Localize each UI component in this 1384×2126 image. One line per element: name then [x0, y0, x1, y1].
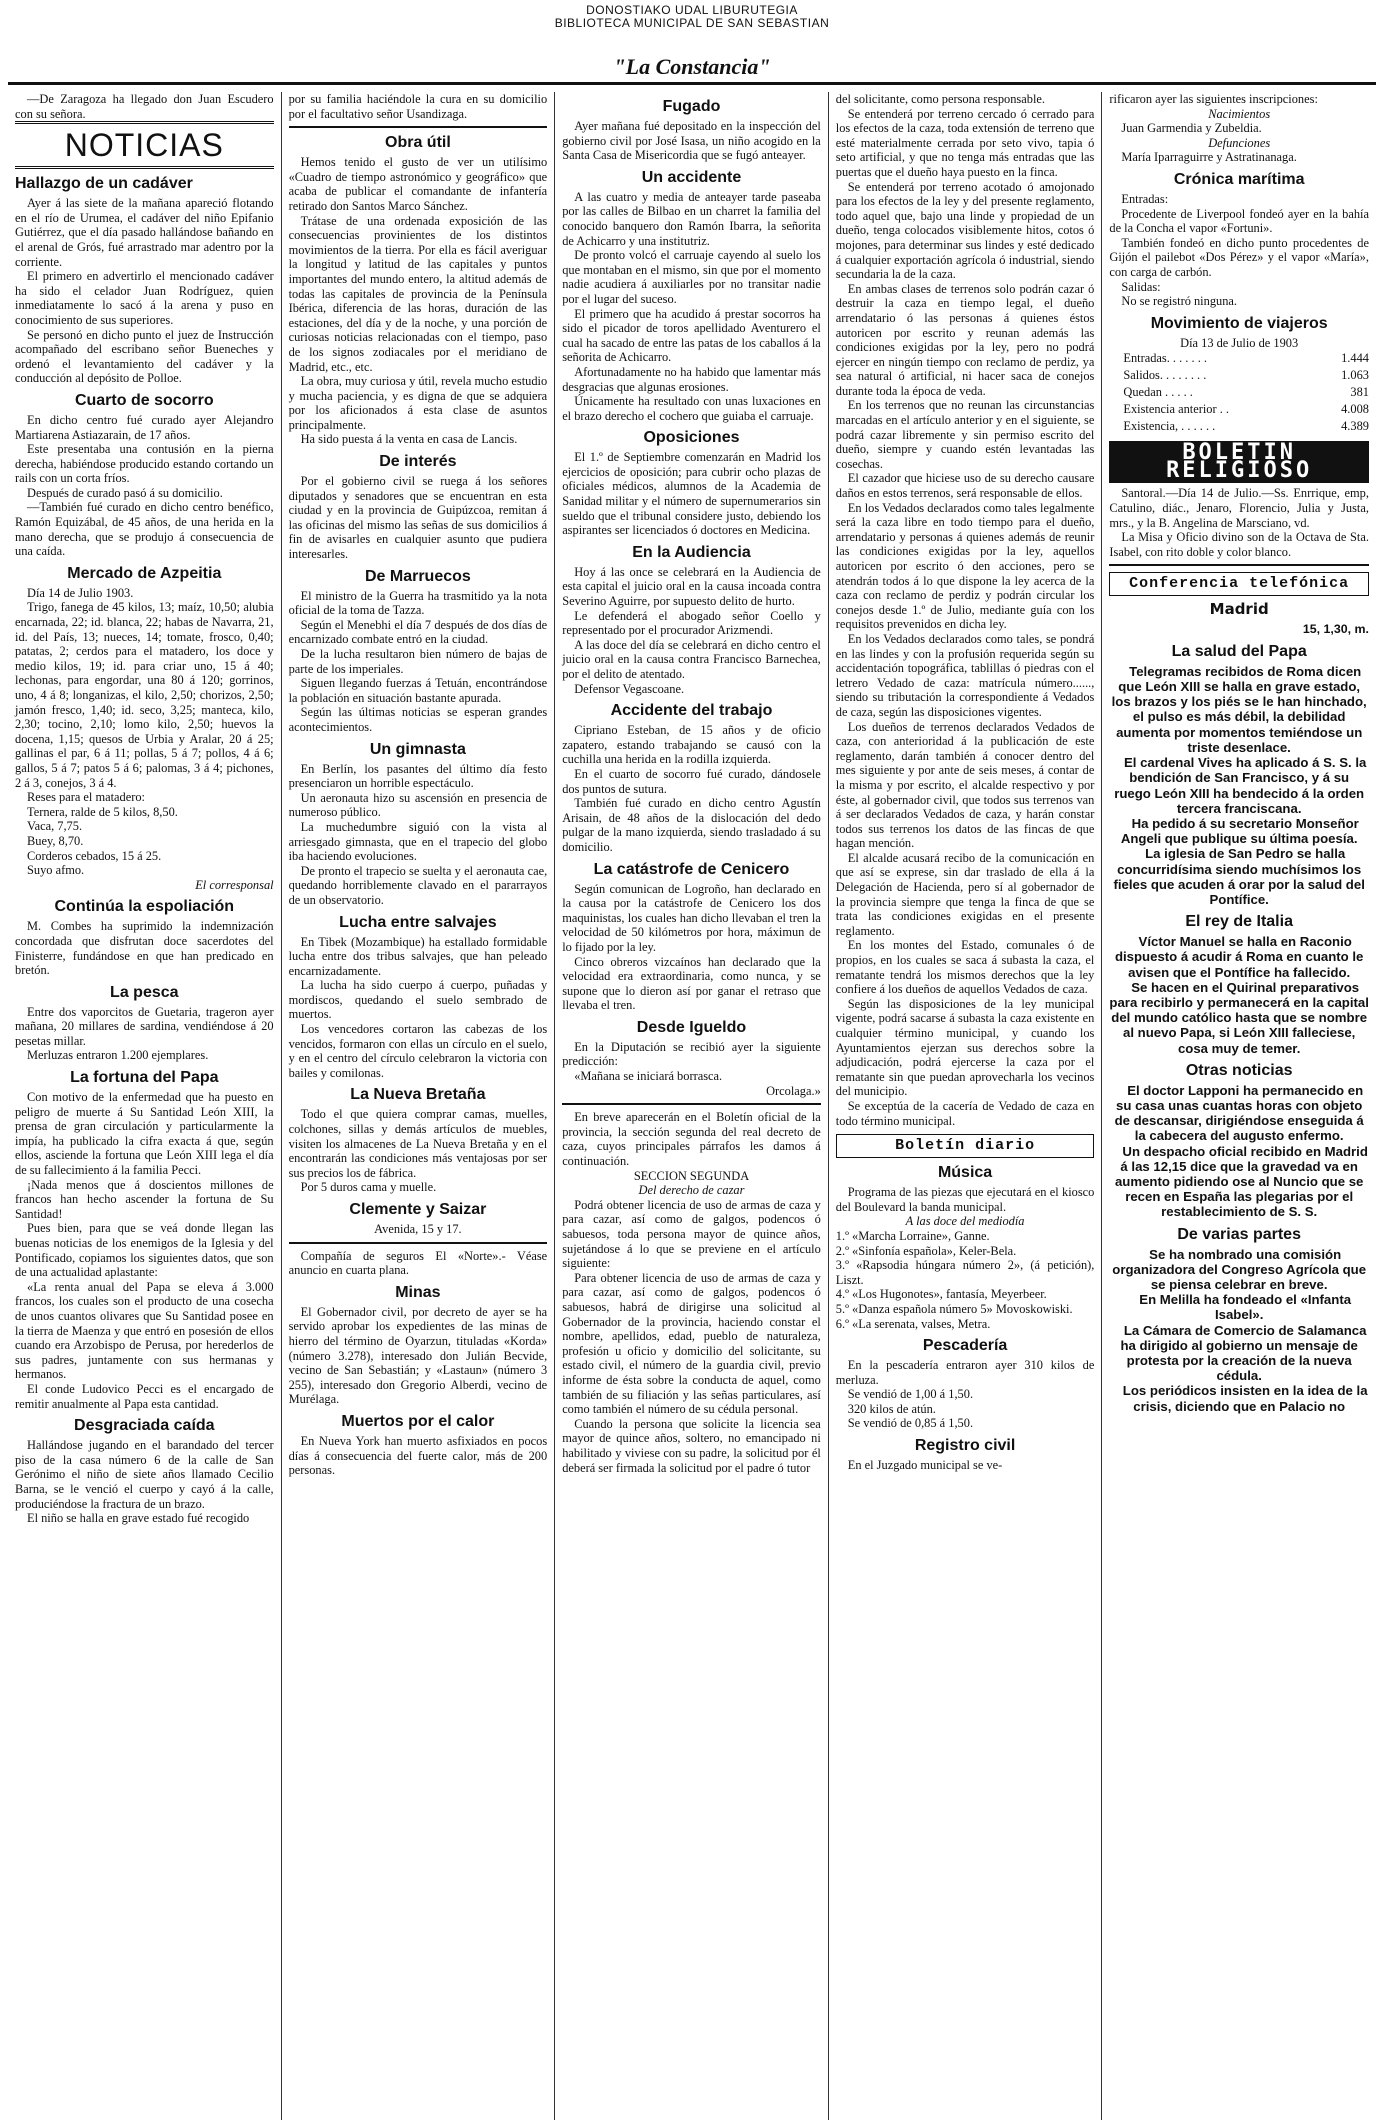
newspaper-title: "La Constancia" — [613, 54, 771, 79]
article-text: rificaron ayer las siguientes inscripciones: — [1109, 92, 1318, 106]
article-text: El ministro de la Guerra ha trasmitido ya la nota oficial de la toma de Tazza. — [288, 588, 548, 618]
article-text: Se vendió de 0,85 á 1,50. — [847, 1416, 974, 1431]
article-text: Buey, 8,70. — [27, 833, 84, 848]
article-heading: Lucha entre salvajes — [339, 913, 497, 931]
divider — [289, 1242, 548, 1244]
table-cell: 4.389 — [1341, 419, 1369, 434]
article-text: «La renta anual del Papa se eleva á 3.000 francos, los cuales son el producto de una cosecha de unos cuantos olivares que Su Santidad posee en la tierra de Maenza y que entró en posesión de ellos cuando era Arzobispo de Perusa, por herederlos de sus padres, juntamente con sus hermanas y hermanos. — [15, 1279, 274, 1382]
telegram-text: Telegramas recibidos de Roma dicen que León XIII se halla en grave estado, los brazos y los piés se le han hinchado, el pulso es más débil, la debilidad aumenta por momentos temiéndose un triste desenlace. — [1111, 663, 1367, 755]
article-text: Trátase de una ordenada exposición de las consecuencias provinientes de los distintos movimientos de la tierra. Por ella es fácil averiguar la longitud y latitud de las capitales y puntos importantes del mundo entero, la altitud además de todas las capitales de provincia de la Península Ibérica, diferencia de las horas, duración de las estaciones, del día y de la noche, y una porción de curiosas noticias relacionadas con el tiempo, paso de los signos zodiacales por el meridiano de Madrid, etc., etc. — [288, 213, 548, 374]
article-text: Le defenderá el abogado señor Coello y representado por el procurador Arizmendi. — [562, 608, 821, 638]
header-rule — [8, 82, 1376, 85]
article-text: En el Juzgado municipal se ve- — [847, 1458, 1003, 1473]
article-text: Los vencedores cortaron las cabezas de los vencidos, formaron con ellas un círculo en el suelo, y en el centro del círculo celebraron la victoria con bailes y comilonas. — [288, 1022, 548, 1080]
article-text: El niño se halla en grave estado fué recogido — [27, 1511, 250, 1526]
article-heading: La catástrofe de Cenicero — [593, 860, 790, 878]
section-heading-noticias: NOTICIAS — [15, 121, 274, 169]
dateline-city: Madrid — [1209, 600, 1269, 619]
article-text: Un aeronauta hizo su ascensión en presencia de numeroso público. — [288, 790, 548, 820]
article-text: En la pescadería entraron ayer 310 kilos de merluza. — [835, 1358, 1095, 1387]
article-text: Según las últimas noticias se esperan grandes acontecimientos. — [288, 705, 548, 734]
article-text: La Misa y Oficio divino son de la Octava de Sta. Isabel, con rito doble y color blanco. — [1109, 530, 1369, 559]
article-text: El 1.º de Septiembre comenzarán en Madrid los ejercicios de oposición; para cubrir ocho plazas de oficiales médicos, alumnos de la Academia de Sanidad militar y el número de supernumerarios sin sueldo que el tribunal considere justo, debiendo los aspirantes ser licenciados ó doctores en Medicina. — [562, 450, 821, 538]
telegram-text: El doctor Lapponi ha permanecido en su casa unas cuantas horas con objeto de descansar, dirigiéndose enseguida á la cabecera del augusto enfermo. — [1114, 1082, 1364, 1144]
article-heading: Continúa la espoliación — [54, 898, 235, 916]
article-text: Compañía de seguros El «Norte».- Véase anuncio en cuarta plana. — [288, 1248, 548, 1278]
article-heading: Mercado de Azpeitia — [67, 564, 222, 582]
article-heading: Muertos por el calor — [341, 1412, 495, 1430]
article-text: En los Vedados declarados como tales, se pondrá en las lindes y con la profusión requerida según su accidentación topográfica, tablillas ó piedras con el letrero Vedado de caza: matrícula número......, siendo su tributación la correspondiente á Vedados de caza, según las disposiciones vigentes. — [835, 631, 1095, 719]
article-heading: Registro civil — [914, 1437, 1016, 1455]
article-text: Reses para el matadero: — [27, 790, 146, 805]
divider — [1109, 564, 1369, 566]
program-item: 1.º «Marcha Lorraine», Ganne. — [835, 1228, 990, 1243]
section-heading-boletin: Boletín diario — [836, 1134, 1095, 1158]
column-4 — [829, 92, 1103, 2120]
advert-text: Avenida, 15 y 17. — [374, 1222, 462, 1236]
program-item: 6.º «La serenata, valses, Metra. — [835, 1316, 991, 1331]
article-text: Afortunadamente no ha habido que lamentar más desgracias que algunas erosiones. — [562, 364, 821, 394]
article-text: No se registró ninguna. — [1121, 294, 1237, 309]
movement-date: Día 13 de Julio de 1903 — [1180, 335, 1299, 350]
table-cell: Entradas. . . . . . . — [1123, 351, 1207, 366]
article-text: Suyo afmo. — [27, 863, 85, 878]
column-3 — [555, 92, 829, 2120]
table-row — [1109, 367, 1369, 384]
article-text: Trigo, fanega de 45 kilos, 13; maíz, 10,50; alubia encarnada, 22; id. blanca, 22; habas de Navarra, 21, id. del País, 13; nueces, 14; tomate, frosco, 0,40; patatas, 2; cerdos para el matadero, los doce y medio kilos, 19; id. para criar uno, 15 á 40; lechonas, para engordar, una 80 á 120; gorrinos, uno, 4 á 8; longanizas, el kilo, 2,50; chorizos, 2,50; jamón fresco, 1,40; id. seco, 3,25; manteca, kilo, 2,30; tocino, 2,10; lomo kilo, 2,50; huevos la docena, 1,15; quesos de Urbia y Aralar, 20 á 25; gallinas el par, 6 á 11; pollas, 5 á 7; pollos, 4 á 6; gallos, 5 á 7; patos 5 á 6; palomas, 3 á 4; pichones, 2 á 3, conejos, 3 á 4. — [15, 600, 274, 790]
article-text: ¡Nada menos que á doscientos millones de francos han hecho ascender la fortuna de Su Santidad! — [15, 1177, 274, 1221]
table-row — [1109, 401, 1369, 418]
article-text: Se exceptúa de la cacería de Vedado de caza en todo término municipal. — [835, 1098, 1095, 1128]
article-text: Programa de las piezas que ejecutará en el kiosco del Boulevard la banda municipal. — [835, 1185, 1095, 1214]
article-text: Hemos tenido el gusto de ver un utilísimo «Cuadro de tiempo astronómico y geográfico» que acaba de publicar el comandante de infantería retirado don Santos Marco Sánchez. — [288, 155, 548, 213]
article-text: Para obtener licencia de uso de armas de caza y para cazar, así como de galgos, podencos ó sabuesos, habrá de dirigirse una solicitud al Gobernador de la provincia, haciendo constar el nombre, apellidos, edad, pueblo de naturaleza, profesión u oficio y domicilio del solicitante, su estado civil, el número de la guardia civil, previo informe de ésta sobre la conducta de aquel, como también de su filiación y las señas particulares, así como también el número de su cédula personal. — [562, 1270, 821, 1417]
table-row — [1109, 418, 1369, 435]
article-heading: Desgraciada caída — [74, 1417, 215, 1435]
article-text: Ayer á las siete de la mañana apareció flotando en el río de Urumea, el cadáver del niño Epifanio Gutiérrez, que el día pasado hallándose bañando en el arenal de Grós, fué arrastrado mar adentro por la corriente. — [15, 196, 274, 269]
article-text: El primero que ha acudido á prestar socorros ha sido el picador de toros apellidado Aventurero el cual ha sacado de entre las patas de los caballos á la señorita de Achicarro. — [562, 306, 821, 365]
article-text: Salidas: — [1121, 279, 1161, 294]
article-text: Procedente de Liverpool fondeó ayer en la bahía de la Concha el vapor «Fortuni». — [1109, 206, 1369, 236]
telegram-text: Se hacen en el Quirinal preparativos para recibirlo y permanecerá en la capital del mundo católico hasta que se nombre al nuevo Papa, si León XIII falleciese, cosa muy de temer. — [1109, 979, 1369, 1056]
article-text: Ayer mañana fué depositado en la inspección del gobierno civil por José Isasa, un niño acogido en la Santa Casa de Misericordia que se fugó anteayer. — [562, 119, 821, 163]
table-cell: 381 — [1350, 385, 1369, 400]
archive-stamp — [0, 4, 1384, 30]
article-heading: Pescadería — [922, 1337, 1008, 1355]
table-cell: Existencia anterior . . — [1123, 402, 1229, 417]
article-text: Por 5 duros cama y muelle. — [300, 1180, 437, 1195]
article-text: M. Combes ha suprimido la indemnización concordada que disfrutan doce sacerdotes del Finisterre, fundándose en que han predicado en bretón. — [15, 919, 274, 978]
article-heading: Un accidente — [641, 168, 742, 186]
article-text: Podrá obtener licencia de uso de armas de caza y para cazar, así como de galgos, podencos ó sabuesos, toda persona mayor de quince años, sujetándose á lo que se previene en el artículo siguiente: — [562, 1197, 821, 1271]
article-text: Pues bien, para que se veá donde llegan las buenas noticias de los enemigos de la Iglesia y del Pontificado, copiamos los siguientes datos, que son de una actualidad aplastante: — [15, 1221, 274, 1280]
article-text: —También fué curado en dicho centro benéfico, Ramón Equizábal, de 45 años, de una herida en la mano derecha, que se produjo á consecuencia de una caída. — [15, 500, 274, 559]
article-text: La muchedumbre siguió con la vista al arriesgado gimnasta, que en el trapecio del globo iba haciendo evoluciones. — [288, 819, 548, 864]
article-text: A las doce del mediodía — [905, 1214, 1025, 1229]
article-heading: Desde Igueldo — [636, 1018, 747, 1036]
article-text: En los montes del Estado, comunales ó de propios, en los cuales se saca á subasta la caza, el rematante tendrá los mismos derechos que la ley confiere á los dueños de aquellos Vedados de caza. — [835, 938, 1095, 997]
article-text: En los terrenos que no reunan las circunstancias marcadas en el artículo anterior y en el siguiente, se podrá cazar libremente y sin permiso escrito del dueño, siempre y cuando estén levantadas las cosechas. — [835, 398, 1095, 471]
article-heading: Un gimnasta — [369, 740, 466, 758]
article-text: Día 14 de Julio 1903. — [27, 585, 134, 600]
article-heading: Fugado — [662, 98, 721, 115]
article-text: Hoy á las once se celebrará en la Audiencia de esta capital el juicio oral en la causa incoada contra Severino Aguirre, por supuesto delito de hurto. — [562, 564, 821, 609]
article-text: También fondeó en dicho punto procedentes de Gijón el pailebot «Dos Pérez» y el vapor «María», con carga de carbón. — [1109, 235, 1369, 279]
article-text: Los dueños de terrenos declarados Vedados de caza, con anterioridad á la publicación de este reglamento, darán también á conocer dentro del mes siguiente y por ante de seis meses, á contar de la misma y por escrito, el alcalde respectivo y por éste, al gobernador civil, que todos sus terrenos van á ser declarados Vedados de caza, y harán constar todos sus terrenos los datos de las fincas de que hagan mención. — [835, 719, 1095, 851]
article-text: El alcalde acusará recibo de la comunicación en que así se exprese, sin dar traslado de ella á la Delegación de Hacienda, pero sí al gobernador de la provincia siempre que tenga la finca de que se trata las condiciones exigidas en el presente reglamento. — [835, 850, 1095, 938]
article-text: Hallándose jugando en el barandado del tercer piso de la casa número 6 de la calle de San Gerónimo el niño de siete años llamado Cecilio Barna, se le venció el cuerpo y cayó á la calle, produciéndose la fractura de un brazo. — [15, 1438, 274, 1511]
telegram-text: El cardenal Vives ha aplicado á S. S. la bendición de San Francisco, y á su ruego León XIII ha bendecido á la orden tercera franciscana. — [1114, 755, 1367, 816]
divider — [289, 126, 548, 128]
article-heading: Accidente del trabajo — [610, 702, 773, 720]
movement-table — [1109, 350, 1369, 435]
article-text: En el cuarto de socorro fué curado, dándosele dos puntos de sutura. — [562, 766, 821, 796]
article-text: «Mañana se iniciará borrasca. — [574, 1069, 723, 1084]
article-text: La obra, muy curiosa y útil, revela mucho estudio y mucha paciencia, y es digna de que se adquiera por los aficionados á esta clase de asuntos principalmente. — [288, 374, 548, 432]
article-text: En dicho centro fué curado ayer Alejandro Martiarena Astiazarain, de 17 años. — [15, 412, 274, 442]
article-text: En ambas clases de terrenos solo podrán cazar ó destruir la caza en tiempo legal, el dueño arrendatario ó las personas á quienes éstos autoricen por escrito y reunan además las condiciones exigidas por la ley, pero no podrá ejercer en ningún tiempo con reclamo de perdiz, ya sea natural ó artificial, ni hacer saca de conejos durante toda la época de veda. — [835, 281, 1095, 398]
article-text: El Gobernador civil, por decreto de ayer se ha servido aprobar los expedientes de las minas de hierro del término de Oyarzun, tituladas «Korda» (número 3.278), interesado don Julián Becvide, vecino de San Sebastián; y «Lastaun» (número 3 255), interesado don Gregorio Alberdi, vecino de Murélaga. — [288, 1304, 548, 1407]
program-item: 2.º «Sinfonía española», Keler-Bela. — [835, 1243, 1017, 1258]
telegram-text: Se ha nombrado una comisión organizadora del Congreso Agrícola que se piensa celebrar en breve. — [1112, 1246, 1367, 1292]
telegram-text: Los periódicos insisten en la idea de la crisis, diciendo que en Palacio no — [1122, 1383, 1368, 1414]
article-text: Se entenderá por terreno cercado ó cerrado para los efectos de la caza, toda extensión de terreno que esté materialmente cerrada por seto vivo, tapia ó seto artificial, y que no tenga más entradas que las puertas que el dueño haya puesto en la finca. — [835, 106, 1095, 179]
telegram-text: En Melilla ha fondeado el «Infanta Isabel». — [1139, 1292, 1352, 1323]
article-subheading: Defunciones — [1208, 135, 1271, 150]
article-heading: Música — [937, 1164, 993, 1182]
article-text: Santoral.—Día 14 de Julio.—Ss. Enrrique, emp, Catulino, diác., Jenaro, Florencio, Julia y Justa, mrs., y la B. Angelina de Marsciano, vd. — [1109, 486, 1369, 530]
article-text: Según el Menebhi el día 7 después de dos días de encarnizado combate entró en la ciudad. — [288, 617, 548, 647]
article-heading: De varias partes — [1177, 1225, 1301, 1243]
table-cell: 1.444 — [1341, 351, 1369, 366]
article-heading: Hallazgo de un cadáver — [15, 175, 193, 193]
article-text: del solicitante, como persona responsable. — [835, 92, 1045, 106]
table-cell: Salidos. . . . . . . . — [1123, 368, 1207, 383]
column-5 — [1102, 92, 1376, 2120]
masthead — [0, 0, 1384, 86]
telegram-text: Un despacho oficial recibido en Madrid á las 12,15 dice que la gravedad va en aumento pidiendo ose al Nuncio que se recen en España las plegarias por el restablecimiento de S. S. — [1114, 1143, 1368, 1220]
article-text: Corderos cebados, 15 á 25. — [27, 848, 162, 863]
article-heading: Cuarto de socorro — [74, 391, 214, 409]
article-heading: La pesca — [110, 983, 179, 1001]
article-text: Defensor Vegascoane. — [574, 681, 685, 696]
article-heading: Obra útil — [385, 134, 451, 152]
program-item: 5.º «Danza española número 5» Movoskowiski. — [835, 1301, 1073, 1316]
table-cell: 1.063 — [1341, 368, 1369, 383]
article-text: En Berlín, los pasantes del último día festo presenciaron un horrible espectáculo. — [288, 761, 548, 791]
article-text: Entradas: — [1121, 191, 1169, 206]
section-subtitle: Del derecho de cazar — [638, 1183, 745, 1198]
table-row — [1109, 350, 1369, 367]
telegram-text: Ha pedido á su secretario Monseñor Angeli que publique su última poesía. — [1120, 815, 1359, 847]
article-heading: La fortuna del Papa — [70, 1069, 219, 1087]
article-subheading: Nacimientos — [1208, 106, 1271, 121]
article-heading: El rey de Italia — [1185, 913, 1293, 931]
article-text: Por el gobierno civil se ruega á los señores diputados y senadores que se encuentran en esta ciudad y en la provincia de Guipúzcoa, remitan á las oficinas del mismo las señas de sus domicilios á fin de avisarles en cualquier asunto que pudiera interesarles. — [288, 474, 548, 562]
article-text: De la lucha resultaron bien número de bajas de parte de los imperiales. — [288, 647, 548, 676]
section-heading-boletin-religioso: BOLETIN RELIGIOSO — [1109, 441, 1369, 483]
article-text: Merluzas entraron 1.200 ejemplares. — [27, 1048, 209, 1063]
dateline-time: 15, 1,30, m. — [1302, 622, 1369, 637]
section-label: SECCION SEGUNDA — [633, 1168, 750, 1183]
article-text: Después de curado pasó á su domicilio. — [27, 485, 223, 500]
article-heading: De Marruecos — [364, 567, 471, 585]
article-text: El conde Ludovico Pecci es el encargado de remitir anualmente al Papa esta cantidad. — [15, 1381, 274, 1411]
article-heading: Oposiciones — [643, 429, 740, 447]
article-text: De pronto el trapecio se suelta y el aeronauta cae, quedando horriblemente clavado en el pararrayos de un observatorio. — [288, 863, 548, 907]
article-text: En breve aparecerán en el Boletín oficial de la provincia, la sección segunda del real decreto de caza, cuyos principales párrafos les damos á continuación. — [562, 1110, 821, 1169]
article-text: por su familia haciéndole la cura en su domicilio por el facultativo señor Usandizaga. — [288, 92, 548, 121]
article-text: En Nueva York han muerto asfixiados en pocos días á consecuencia del fuerte calor, más de 200 personas. — [288, 1433, 548, 1478]
article-text: También fué curado en dicho centro Agustín Arisain, de 48 años de la dislocación del dedo pulgar de la mano izquierda, siendo trasladado á su domicilio. — [562, 796, 821, 854]
article-text: La lucha ha sido cuerpo á cuerpo, puñadas y mordiscos, quedando el suelo sembrado de muertos. — [288, 978, 548, 1022]
article-signature: El corresponsal — [195, 877, 274, 892]
article-text: En los Vedados declarados como tales legalmente será la caza libre en todo tiempo para el dueño, arrendatario y personas á quienes además de reunir las condiciones exigidas por la ley, aquellos autoricen por escrito ó den acciones, pero se atendrán todos á lo que dispone la ley acerca de la caza con reclamo de perdiz y podrán circular los conejos desde 1.º de Julio, mediante guía con los requisitos prevenidos en dicha ley. — [835, 500, 1095, 632]
article-text: Ternera, ralde de 5 kilos, 8,50. — [27, 804, 178, 819]
table-cell: Existencia, . . . . . . — [1123, 419, 1216, 434]
article-text: Ha sido puesta á la venta en casa de Lancis. — [300, 432, 518, 447]
article-heading: La Nueva Bretaña — [350, 1086, 486, 1104]
advert-heading: Clemente y Saizar — [349, 1201, 487, 1218]
article-text: Según comunican de Logroño, han declarado en la causa por la catástrofe de Cenicero los dos maquinistas, los cuales han dicho llevaban el tren la velocidad de 50 kilómetros por hora, máximun de lo fijado por la ley. — [562, 881, 821, 954]
article-heading: En la Audiencia — [632, 543, 751, 561]
article-text: A las cuatro y media de anteayer tarde paseaba por las calles de Bilbao en un charret la familia del conocido banquero don Ramón Ibarra, la señorita de Achicarro y una institutriz. — [562, 189, 821, 248]
article-text: Siguen llegando fuerzas á Tetuán, encontrándose la población en situación bastante apurada. — [288, 676, 548, 705]
article-heading: Minas — [395, 1283, 441, 1301]
article-text: Todo el que quiera comprar camas, muelles, colchones, sillas y demás artículos de muebles, visiten los almacenes de La Nueva Bretaña y en el encontrarán las condiciones más ventajosas por ser sus precios los de fábrica. — [288, 1107, 548, 1180]
article-text: Entre dos vaporcitos de Guetaria, trageron ayer mañana, 20 millares de sardina, vendiéndose á 20 pesetas millar. — [15, 1004, 274, 1048]
article-text: Se entenderá por terreno acotado ó amojonado para los efectos de la ley y del presente reglamento, todo aquel que, bajo una linde y propiedad de un dueño, tenga colocados visiblemente hitos, cotos ó mojones, para determinar sus lindes y esté dedicado á cualquier exportación agrícola ó industrial, siendo secundaria la de la caza. — [835, 179, 1095, 282]
article-text: El cazador que hiciese uso de su derecho causare daños en estos terrenos, será responsable de ellos. — [835, 471, 1095, 501]
column-2 — [282, 92, 556, 2120]
article-heading: La salud del Papa — [1171, 642, 1307, 660]
article-text: Este presentaba una contusión en la pierna derecha, habiéndose producido estando cortando un rails con un corta fríos. — [15, 442, 274, 486]
program-item: 3.º «Rapsodia húngara número 2», (á petición), Liszt. — [835, 1258, 1095, 1287]
article-text: 320 kilos de atún. — [847, 1401, 936, 1416]
section-heading-conferencia: Conferencia telefónica — [1109, 572, 1369, 596]
article-text: El primero en advertirlo el mencionado cadáver ha sido el celador Juan Rodríguez, quien inmediatamente lo sacó á la arena y puso en conocimiento de sus superiores. — [15, 269, 274, 327]
table-row — [1109, 384, 1369, 401]
article-text: De pronto volcó el carruaje cayendo al suelo los que montaban en el mismo, sin que por el momento nadie acudiera á auxiliarles por no transitar nadie por el lugar del suceso. — [562, 248, 821, 306]
article-heading: Movimiento de viajeros — [1150, 314, 1328, 332]
archive-line-1: DONOSTIAKO UDAL LIBURUTEGIA — [586, 3, 798, 17]
article-heading: De interés — [379, 453, 457, 471]
article-text: Orcolaga.» — [766, 1083, 821, 1098]
article-text: Se personó en dicho punto el juez de Instrucción acompañado del escribano señor Bueneches y ordenó el levantamiento del cadáver y la conducción al depósito de Polloe. — [15, 327, 274, 386]
telegram-text: La iglesia de San Pedro se halla concurridísima siendo muchísimos los fieles que acuden á orar por la salud del Pontífice. — [1113, 846, 1365, 907]
article-text: Vaca, 7,75. — [27, 819, 83, 834]
program-item: 4.º «Los Hugonotes», fantasía, Meyerbeer. — [835, 1287, 1047, 1302]
article-text: Cinco obreros vizcaínos han declarado que la velocidad era extraordinaria, como nunca, y se supone que lo dieron así por ganar el retraso que llevaba el tren. — [562, 954, 821, 1013]
article-text: En la Diputación se recibió ayer la siguiente predicción: — [562, 1039, 821, 1069]
article-text: Cuando la persona que solicite la licencia sea mayor de quince años, soltero, no emancipado ni habilitado y viviese con su padre, la solicitud por él deberá ser firmada la solicitud por el padre ó tutor — [562, 1416, 821, 1475]
page-columns — [8, 92, 1376, 2120]
article-text: En Tibek (Mozambique) ha estallado formidable lucha entre dos tribus salvajes, que han peleado encarnizadamente. — [288, 934, 548, 978]
column-1 — [8, 92, 282, 2120]
article-text: Según las disposiciones de la ley municipal vigente, podrá sacarse á subasta la caza existente en cualquier término municipal, y cuando los Ayuntamientos ejerzan sus derechos sobre la adjudicación, podrá ejercerse la caza por el rematante sin que puedan aprovecharla los vecinos del municipio. — [835, 996, 1095, 1099]
divider — [562, 1103, 821, 1105]
article-text: María Iparraguirre y Astratinanaga. — [1121, 150, 1297, 165]
table-cell: Quedan . . . . . — [1123, 385, 1193, 400]
telegram-text: Víctor Manuel se halla en Raconio dispuesto á acudir á Roma en cuanto le avisen que el Pontífice ha fallecido. — [1114, 934, 1364, 980]
article-heading: Otras noticias — [1185, 1061, 1293, 1079]
article-text: Únicamente ha resultado con unas luxaciones en el brazo derecho el cochero que guiaba el carruaje. — [562, 394, 821, 423]
article-text: Se vendió de 1,00 á 1,50. — [847, 1387, 974, 1402]
article-text: Con motivo de la enfermedad que ha puesto en peligro de muerte á Su Santidad León XIII, la prensa de gran circulación y particularmente la impía, ha publicado la cifra exacta á que, según ellos, asciende la fortuna que León XIII lega el día de su fallecimiento á la familia Pecci. — [15, 1090, 274, 1178]
archive-line-2: BIBLIOTECA MUNICIPAL DE SAN SEBASTIAN — [554, 16, 830, 30]
article-text: —De Zaragoza ha llegado don Juan Escudero con su señora. — [15, 92, 274, 121]
article-text: Juan Garmendia y Zubeldia. — [1121, 121, 1262, 136]
article-heading: Crónica marítima — [1173, 170, 1305, 188]
article-text: A las doce del día se celebrará en dicho centro el juicio oral en la causa contra Francisco Barnechea, por el delito de atentado. — [562, 637, 821, 681]
telegram-text: La Cámara de Comercio de Salamanca ha dirigido al gobierno un mensaje de protesta por la creación de la nueva cédula. — [1120, 1322, 1367, 1384]
table-cell: 4.008 — [1341, 402, 1369, 417]
article-text: Cipriano Esteban, de 15 años y de oficio zapatero, estando trabajando se causó con la cuchilla una herida en la rodilla izquierda. — [562, 723, 821, 767]
